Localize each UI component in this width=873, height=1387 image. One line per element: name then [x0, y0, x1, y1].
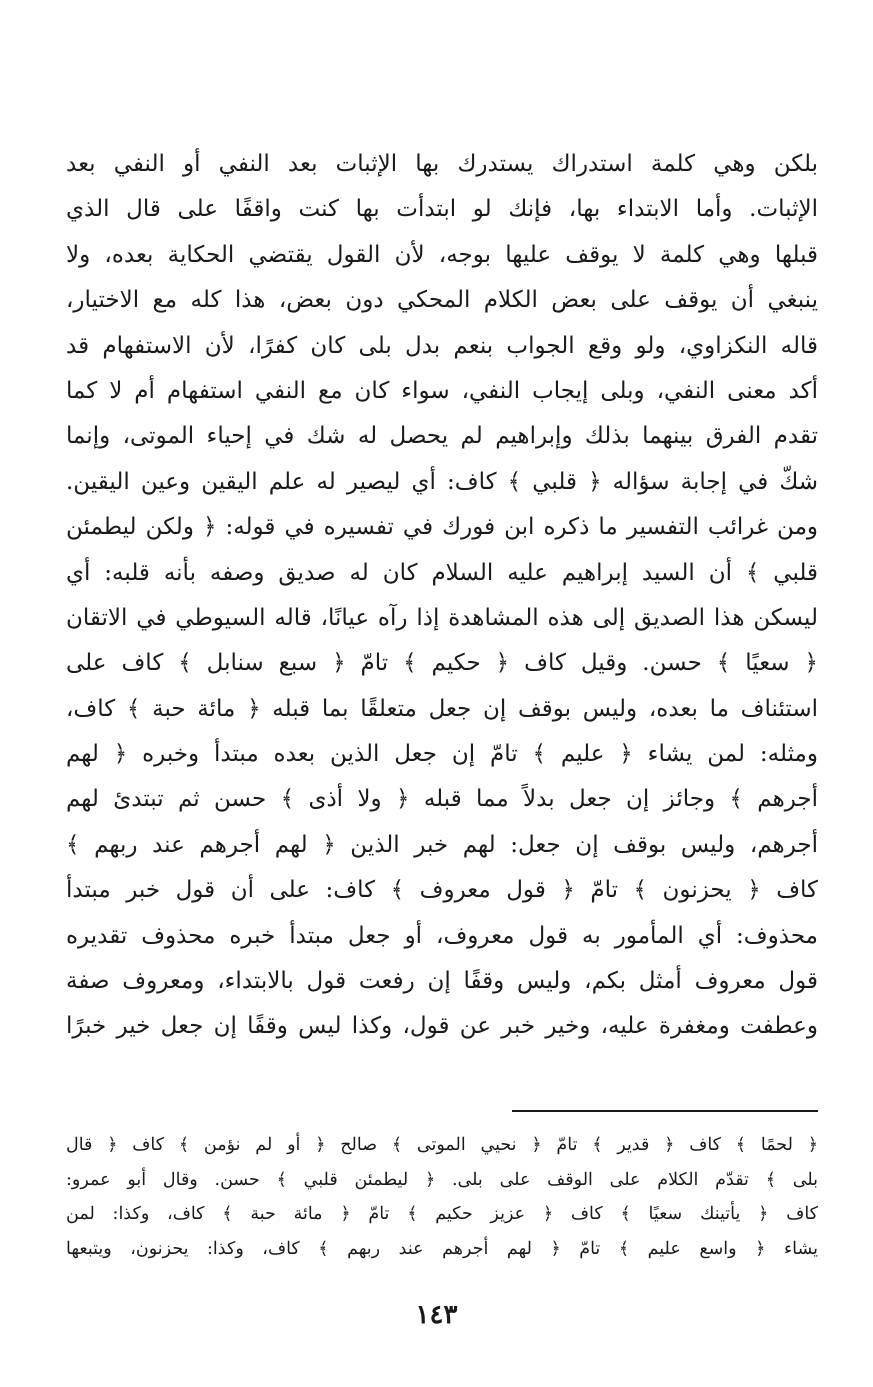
- main-text-line: تقدم الفرق بينهما بذلك وإبراهيم لم يحصل له شك في إحياء الموتى، وإنما: [66, 423, 818, 450]
- main-text-line: قلبي ﴾ أن السيد إبراهيم عليه السلام كان له صديق وصفه بأنه قلبه: أي: [66, 559, 818, 586]
- main-text-line: استئناف ما بعده، وليس بوقف إن جعل متعلقًا بما قبله ﴿ مائة حبة ﴾ كاف،: [66, 695, 818, 722]
- main-text-line: قول معروف أمثل بكم، وليس وقفًا إن رفعت قول بالابتداء، ومعروف صفة: [66, 968, 818, 995]
- main-text-line: شكّ في إجابة سؤاله ﴿ قلبي ﴾ كاف: أي ليصير له علم اليقين وعين اليقين.: [66, 468, 818, 495]
- footnote-line: بلى ﴾ تقدّم الكلام على الوقف على بلى. ﴿ ليطمئن قلبي ﴾ حسن. وقال أبو عمرو:: [66, 1169, 818, 1190]
- footnotes-block: [66, 1128, 818, 1266]
- main-text-line: أجرهم ﴾ وجائز إن جعل بدلاً مما قبله ﴿ ولا أذى ﴾ حسن ثم تبتدئ لهم: [66, 786, 818, 813]
- footnote-line: كاف ﴿ يأتينك سعيًا ﴾ كاف ﴿ عزيز حكيم ﴾ تامّ ﴿ مائة حبة ﴾ كاف، وكذا: لمن: [66, 1204, 818, 1224]
- footnote-divider: [512, 1110, 818, 1112]
- main-text-line: ومثله: لمن يشاء ﴿ عليم ﴾ تامّ إن جعل الذين بعده مبتدأ وخبره ﴿ لهم: [66, 741, 818, 768]
- main-text-line: محذوف: أي المأمور به قول معروف، أو جعل مبتدأ خبره محذوف تقديره: [66, 922, 818, 949]
- main-text-line: قاله النكزاوي، ولو وقع الجواب بنعم بدل بلى كان كفرًا، لأن الاستفهام قد: [66, 332, 818, 359]
- main-text-block: [66, 142, 818, 1050]
- main-text-line: أكد معنى النفي، وبلى إيجاب النفي، سواء كان مع النفي استفهام أم لا كما: [66, 377, 818, 404]
- main-text-line: بلكن وهي كلمة استدراك يستدرك بها الإثبات بعد النفي أو النفي بعد: [66, 151, 818, 177]
- main-text-line: الإثبات. وأما الابتداء بها، فإنك لو ابتدأت بها كنت واقفًا على قال الذي: [66, 196, 818, 223]
- footnote-line: ﴿ لحمًا ﴾ كاف ﴿ قدير ﴾ تامّ ﴿ نحيي الموتى ﴾ صالح ﴿ أو لم نؤمن ﴾ كاف ﴿ قال: [66, 1135, 818, 1155]
- main-text-line: كاف ﴿ يحزنون ﴾ تامّ ﴿ قول معروف ﴾ كاف: على أن قول خبر مبتدأ: [66, 877, 818, 904]
- main-text-line: ومن غرائب التفسير ما ذكره ابن فورك في تفسيره في قوله: ﴿ ولكن ليطمئن: [66, 514, 818, 541]
- main-text-line: ليسكن هذا الصديق إلى هذه المشاهدة إذا رآه عيانًا، قاله السيوطي في الاتقان: [66, 604, 818, 631]
- main-text-line: ينبغي أن يوقف على بعض الكلام المحكي دون بعض، هذا كله مع الاختيار،: [66, 287, 818, 314]
- main-text-line: قبلها وهي كلمة لا يوقف عليها بوجه، لأن القول يقتضي الحكاية بعده، ولا: [66, 241, 818, 268]
- page-number: ١٤٣: [415, 1300, 458, 1330]
- main-text-line: أجرهم، وليس بوقف إن جعل: لهم خبر الذين ﴿ لهم أجرهم عند ربهم ﴾: [66, 831, 818, 858]
- main-text-line: ﴿ سعيًا ﴾ حسن. وقيل كاف ﴿ حكيم ﴾ تامّ ﴿ سبع سنابل ﴾ كاف على: [66, 650, 818, 677]
- footnote-line: يشاء ﴿ واسع عليم ﴾ تامّ ﴿ لهم أجرهم عند ربهم ﴾ كاف، وكذا: يحزنون، ويتبعها: [66, 1238, 818, 1259]
- main-text-line: وعطفت ومغفرة عليه، وخير خبر عن قول، وكذا ليس وقفًا إن جعل خير خبرًا: [66, 1013, 818, 1040]
